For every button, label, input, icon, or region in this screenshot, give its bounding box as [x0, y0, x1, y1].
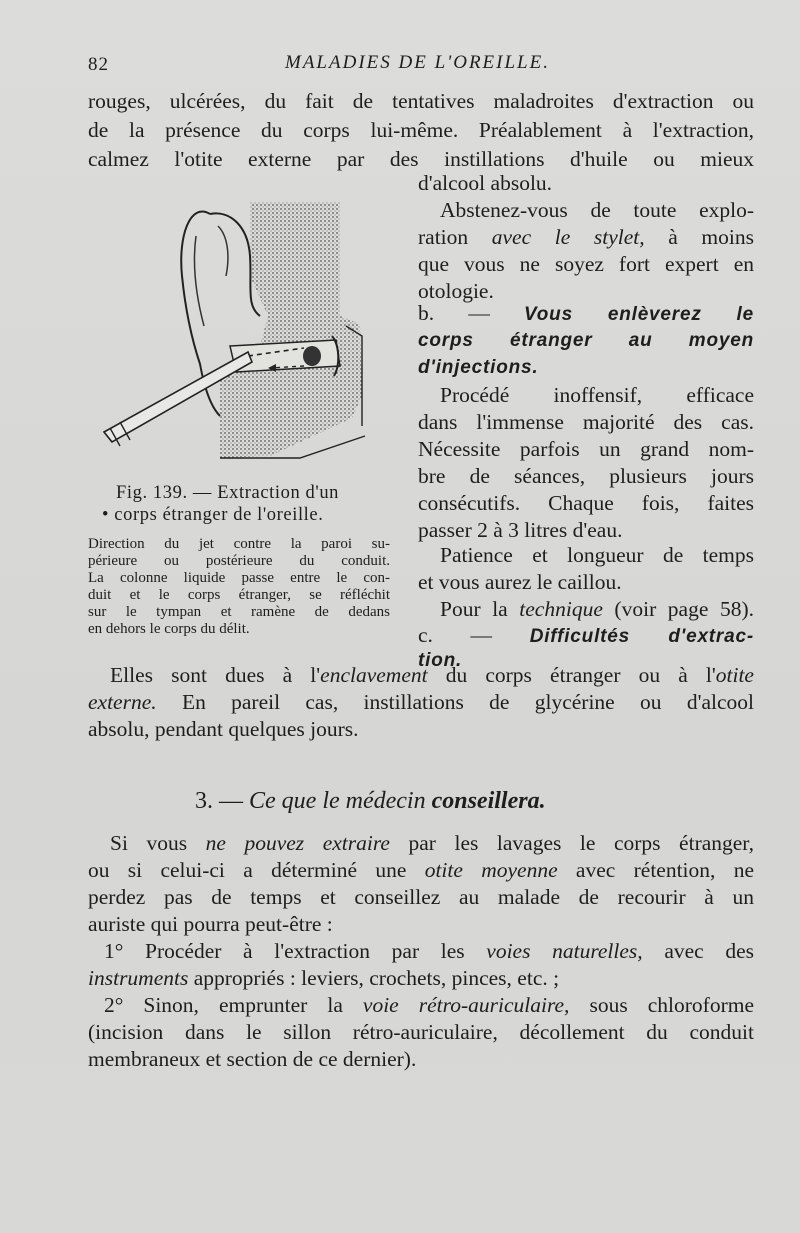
right-para-line-8: et vous aurez le caillou.	[418, 570, 622, 594]
conclusion-line-9: membraneux et section de ce dernier).	[88, 1047, 417, 1071]
subsection-c-line-1: c. — Difficultés d'extrac-	[418, 623, 754, 647]
conclusion-line-2: ou si celui-ci a déterminé une otite moyenne avec rétention, ne	[88, 858, 755, 882]
conclusion-line-6: instruments appropriés : leviers, crochets, pinces, etc. ;	[88, 966, 560, 990]
figure-caption-desc-6: en dehors le corps du délit.	[88, 621, 250, 637]
conclusion-line-7: 2° Sinon, emprunter la voie rétro-auriculaire, sous chloroforme	[104, 993, 754, 1017]
right-para-line-7: Patience et longueur de temps	[440, 543, 754, 567]
right-para-line-9: Pour la technique (voir page 58).	[440, 597, 754, 621]
right-line-5: otologie.	[418, 279, 494, 303]
after-fig-line-3: absolu, pendant quelques jours.	[88, 717, 359, 741]
intro-line-2: de la présence du corps lui-même. Préalablement à l'extraction,	[88, 118, 754, 142]
conclusion-line-1: Si vous ne pouvez extraire par les lavages le corps étranger,	[110, 831, 754, 855]
figure-caption-desc-5: sur le tympan et ramène de dedans	[88, 604, 390, 620]
right-para-line-2: dans l'immense majorité des cas.	[418, 410, 754, 434]
figure-caption-title-2: • corps étranger de l'oreille.	[102, 505, 324, 525]
intro-line-3: calmez l'otite externe par des instillations d'huile ou mieux	[88, 147, 754, 171]
running-title: MALADIES DE L'OREILLE.	[285, 52, 550, 73]
figure-caption-desc-2: périeure ou postérieure du conduit.	[88, 553, 390, 569]
right-line-4: que vous ne soyez fort expert en	[418, 252, 754, 276]
right-para-line-4: bre de séances, plusieurs jours	[418, 464, 754, 488]
subsection-b-line-2: corps étranger au moyen	[418, 330, 754, 351]
right-line-2: Abstenez-vous de toute explo-	[440, 198, 754, 222]
right-line-3: ration avec le stylet, à moins	[418, 225, 754, 249]
section-heading: 3. — Ce que le médecin conseillera.	[195, 788, 546, 814]
subsection-c-line-2: tion.	[418, 650, 463, 671]
right-para-line-3: Nécessite parfois un grand nom-	[418, 437, 754, 461]
conclusion-line-5: 1° Procéder à l'extraction par les voies naturelles, avec des	[104, 939, 754, 963]
right-para-line-6: passer 2 à 3 litres d'eau.	[418, 518, 623, 542]
ear-extraction-figure	[100, 196, 390, 466]
right-para-line-5: consécutifs. Chaque fois, faites	[418, 491, 754, 515]
figure-caption-desc-3: La colonne liquide passe entre le con-	[88, 570, 390, 586]
ear-illustration	[100, 196, 390, 466]
figure-caption-title-1: Fig. 139. — Extraction d'un	[116, 483, 340, 503]
conclusion-line-8: (incision dans le sillon rétro-auriculaire, décollement du conduit	[88, 1020, 754, 1044]
figure-caption-desc-4: duit et le corps étranger, se réfléchit	[88, 587, 390, 603]
after-fig-line-2: externe. En pareil cas, instillations de glycérine ou d'alcool	[88, 690, 754, 714]
right-line-1: d'alcool absolu.	[418, 171, 553, 195]
subsection-b-line-1: b. — Vous enlèverez le	[418, 301, 754, 325]
page-number: 82	[88, 54, 109, 75]
figure-caption-desc-1: Direction du jet contre la paroi su-	[88, 536, 390, 552]
subsection-b-line-3: d'injections.	[418, 357, 539, 378]
conclusion-line-4: auriste qui pourra peut-être :	[88, 912, 333, 936]
after-fig-line-1: Elles sont dues à l'enclavement du corps étranger ou à l'otite	[110, 663, 754, 687]
intro-line-1: rouges, ulcérées, du fait de tentatives maladroites d'extraction ou	[88, 89, 754, 113]
conclusion-line-3: perdez pas de temps et conseillez au malade de recourir à un	[88, 885, 754, 909]
right-para-line-1: Procédé inoffensif, efficace	[440, 383, 754, 407]
